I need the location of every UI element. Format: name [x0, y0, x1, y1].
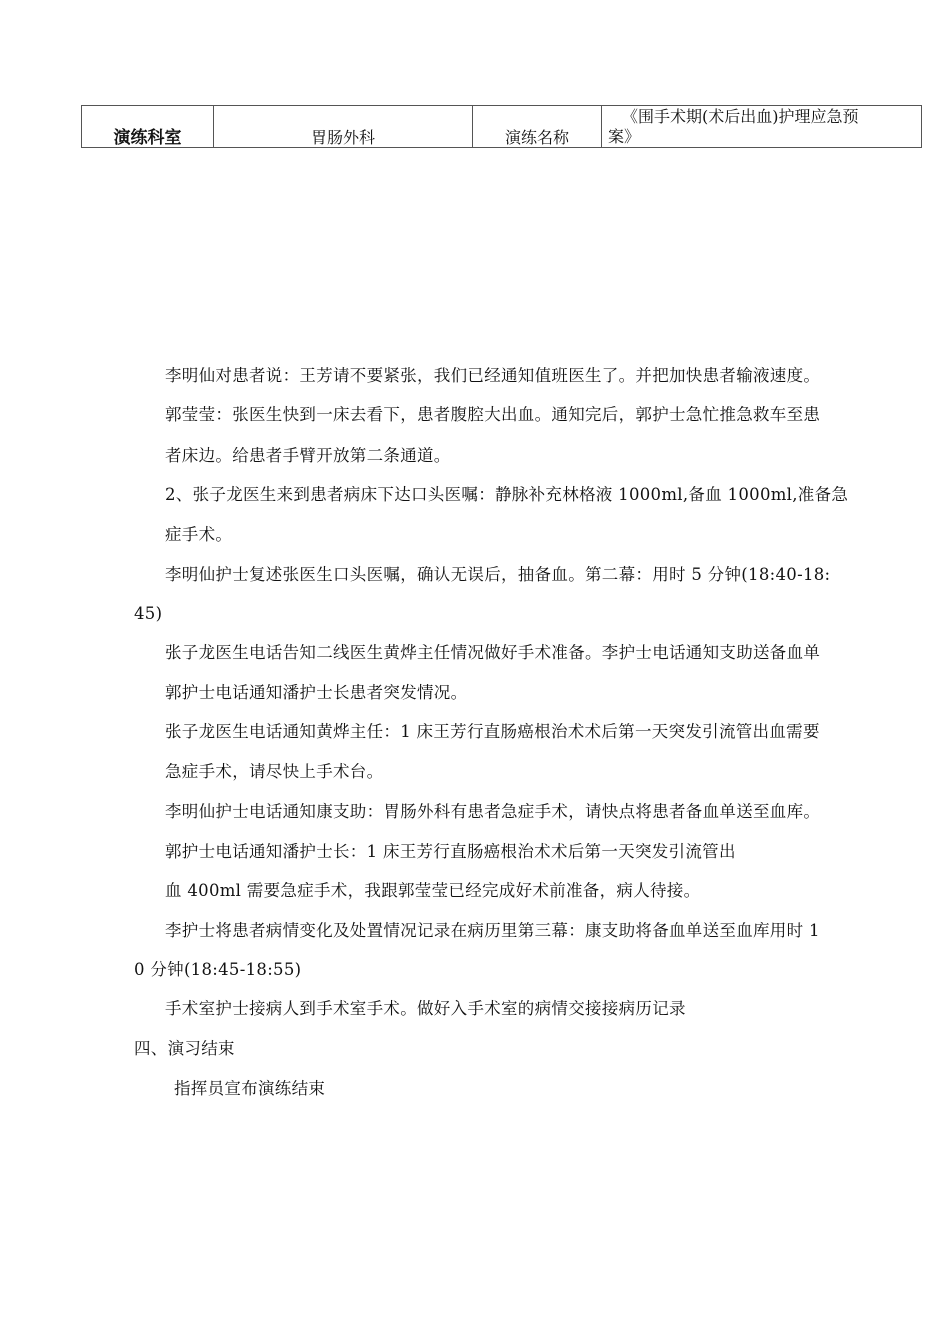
paragraph-line: 45)	[134, 604, 163, 623]
paragraph-line: 郭护士电话通知潘护士长：1 床王芳行直肠癌根治术术后第一天突发引流管出	[165, 842, 736, 861]
drill-name-label: 演练名称	[473, 106, 602, 148]
section-heading: 四、演习结束	[134, 1039, 235, 1058]
paragraph-line: 李护士将患者病情变化及处置情况记录在病历里第三幕：康支助将备血单送至血库用时 1	[165, 921, 820, 940]
paragraph-line: 张子龙医生电话通知黄烨主任：1 床王芳行直肠癌根治术术后第一天突发引流管出血需要	[165, 722, 820, 741]
dept-value: 胃肠外科	[214, 106, 473, 148]
drill-info-table	[81, 105, 922, 148]
paragraph-line: 张子龙医生电话告知二线医生黄烨主任情况做好手术准备。李护士电话通知支助送备血单	[165, 643, 821, 662]
paragraph-line: 李明仙护士复述张医生口头医嘱，确认无误后，抽备血。第二幕：用时 5 分钟(18:40-18:	[165, 565, 831, 584]
paragraph-line: 指挥员宣布演练结束	[174, 1079, 326, 1098]
paragraph-line: 手术室护士接病人到手术室手术。做好入手术室的病情交接接病历记录	[165, 999, 686, 1018]
paragraph-line: 李明仙对患者说：王芳请不要紧张，我们已经通知值班医生了。并把加快患者输液速度。	[165, 366, 821, 385]
paragraph-line: 2、张子龙医生来到患者病床下达口头医嘱：静脉补充林格液 1000ml,备血 1000ml,准备急	[165, 485, 849, 504]
paragraph-line: 郭护士电话通知潘护士长患者突发情况。	[165, 683, 468, 702]
drill-name-line-2: 案》	[608, 126, 641, 146]
paragraph-line: 血 400ml 需要急症手术，我跟郭莹莹已经完成好术前准备，病人待接。	[165, 881, 701, 900]
paragraph-line: 急症手术，请尽快上手术台。	[165, 762, 384, 781]
paragraph-line: 郭莹莹：张医生快到一床去看下，患者腹腔大出血。通知完后，郭护士急忙推急救车至患	[165, 405, 821, 424]
paragraph-line: 症手术。	[165, 525, 233, 544]
table-row	[82, 106, 922, 148]
paragraph-line: 者床边。给患者手臂开放第二条通道。	[165, 446, 451, 465]
paragraph-line: 0 分钟(18:45-18:55)	[134, 960, 302, 979]
drill-name-line-1: 《围手术期(术后出血)护理应急预	[622, 106, 859, 126]
drill-name-value	[602, 106, 922, 148]
paragraph-line: 李明仙护士电话通知康支助：胃肠外科有患者急症手术，请快点将患者备血单送至血库。	[165, 802, 821, 821]
dept-label: 演练科室	[82, 106, 214, 148]
